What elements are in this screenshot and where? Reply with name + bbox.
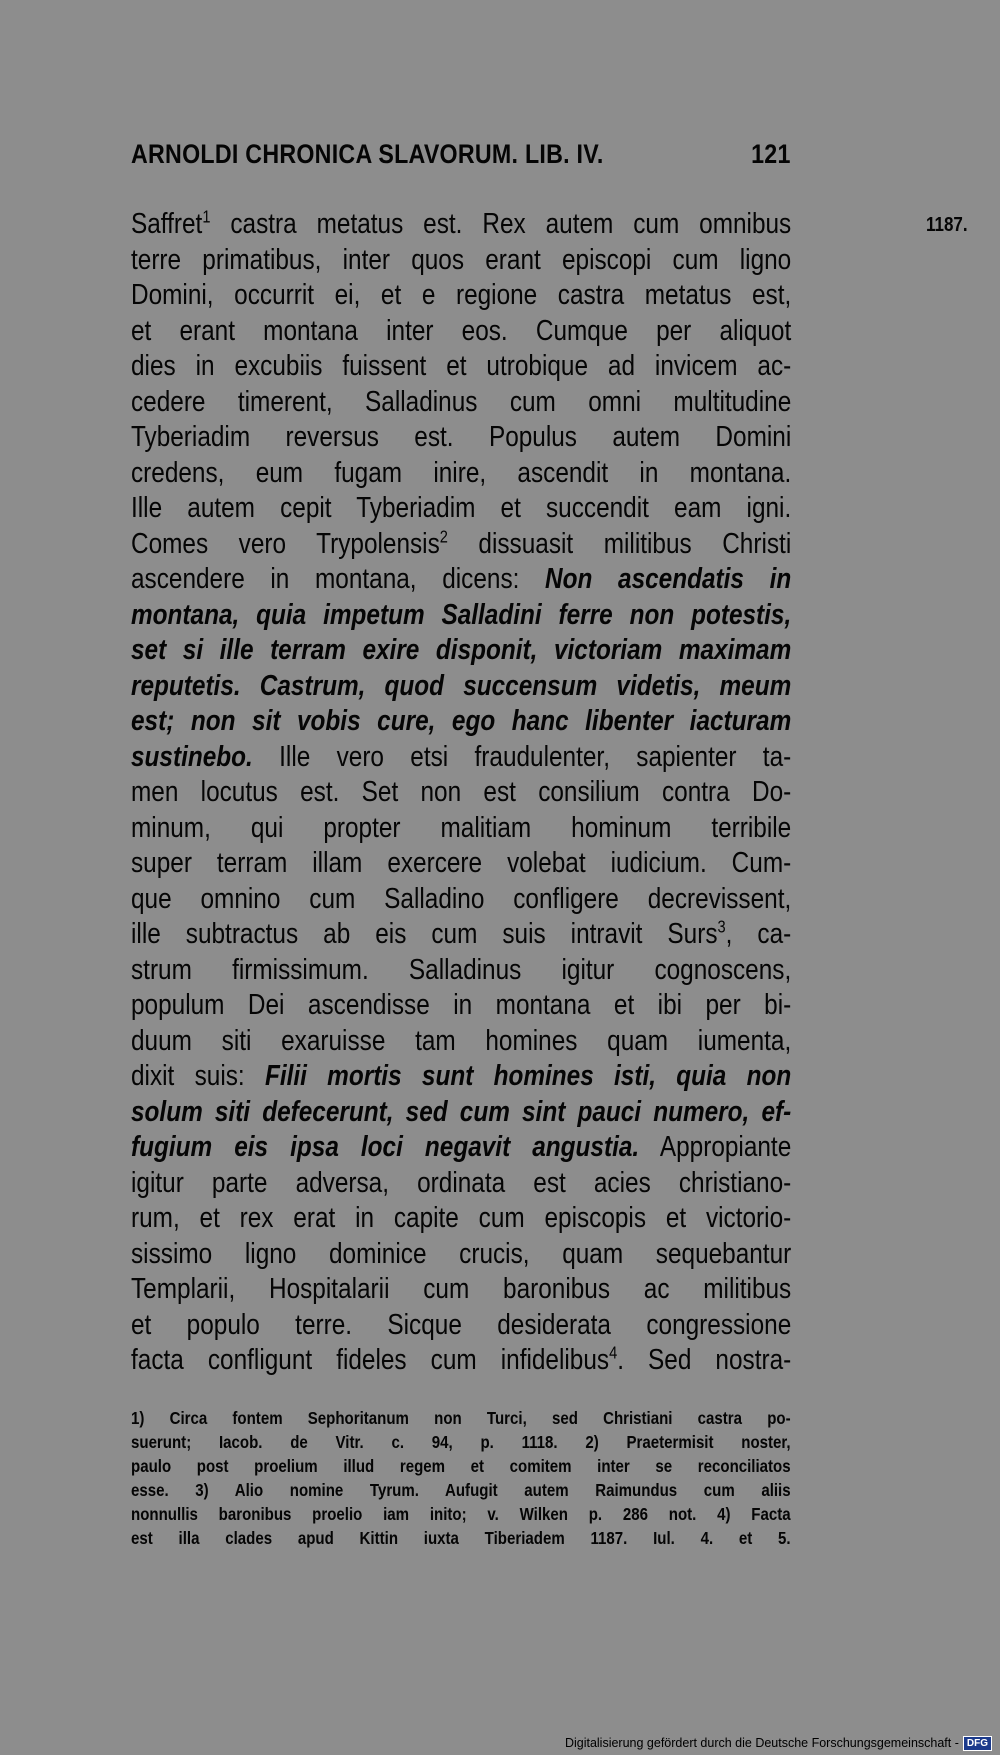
footnote-line: est illa clades apud Kittin iuxta Tiberiadem 1187. Iul. 4. et 5.: [131, 1528, 791, 1548]
text-line: [131, 491, 791, 527]
text-run: strum firmissimum. Salladinus igitur cognoscens,: [131, 953, 792, 986]
text-run: populum Dei ascendisse in montana et ibi per bi-: [131, 989, 792, 1021]
italic-quote: reputetis. Castrum, quod succensum videtis, meum: [131, 669, 792, 702]
text-run: ille subtractus ab eis cum suis intravit Surs: [131, 918, 718, 950]
text-run: cedere timerent, Salladinus cum omni multitudine: [131, 385, 792, 418]
text-line: [131, 243, 791, 279]
text-line: [131, 1308, 791, 1344]
credit-text: Digitalisierung gefördert durch die Deutsche Forschungsgemeinschaft -: [564, 1736, 959, 1750]
text-run: , ca-: [725, 918, 792, 950]
text-run: et erant montana inter eos. Cumque per aliquot: [131, 314, 792, 347]
text-line: [131, 314, 791, 350]
text-line: [131, 846, 791, 882]
footnote-line: 1) Circa fontem Sephoritanum non Turci, sed Christiani castra po-: [131, 1408, 791, 1428]
text-run: Appropiante: [639, 1131, 792, 1163]
text-run: igitur parte adversa, ordinata est acies christiano-: [131, 1166, 792, 1199]
text-run: minum, qui propter malitiam hominum terribile: [131, 811, 792, 844]
text-run: Comes vero Trypolensis: [131, 527, 440, 560]
text-run: dies in excubiis fuissent et utrobique ad invicem ac-: [131, 350, 792, 382]
text-run: Tyberiadim reversus est. Populus autem Domini: [131, 421, 792, 453]
text-line: [131, 1201, 791, 1237]
text-run: Ille autem cepit Tyberiadim et succendit eam igni.: [131, 492, 792, 524]
italic-quote: montana, quia impetum Salladini ferre non potestis,: [131, 598, 792, 631]
footnote-marker: 1: [202, 206, 211, 227]
text-run: dissuasit militibus Christi: [447, 527, 792, 560]
text-run: Domini, occurrit ei, et e regione castra metatus est,: [131, 279, 792, 311]
text-run: men locutus est. Set non est consilium contra Do-: [131, 776, 792, 808]
text-line: [131, 775, 791, 811]
text-run: castra metatus est. Rex autem cum omnibus: [210, 208, 792, 240]
italic-quote: Non ascendatis in: [545, 563, 792, 595]
margin-year-note: 1187.: [926, 214, 968, 236]
text-line: [131, 1272, 791, 1308]
text-run: Templarii, Hospitalarii cum baronibus ac militibus: [131, 1273, 792, 1305]
text-line: [131, 456, 791, 492]
footnote-line: nonnullis baronibus proelio iam inito; v. Wilken p. 286 not. 4) Facta: [131, 1504, 791, 1524]
text-line: [131, 882, 791, 918]
text-run: sissimo ligno dominice crucis, quam sequebantur: [131, 1237, 792, 1270]
italic-quote: set si ille terram exire disponit, victoriam maximam: [131, 634, 792, 666]
page-number: 121: [751, 138, 791, 169]
text-line: [131, 527, 791, 563]
text-line: [131, 669, 791, 705]
text-line: [131, 1095, 791, 1131]
text-line: [131, 207, 791, 243]
text-run: facta confligunt fideles cum infidelibus: [131, 1344, 610, 1376]
text-line: [131, 1059, 791, 1095]
text-line: [131, 278, 791, 314]
text-line: [131, 1130, 791, 1166]
text-run: ascendere in montana, dicens:: [131, 563, 546, 595]
text-run: et populo terre. Sicque desiderata congressione: [131, 1308, 792, 1341]
text-line: [131, 704, 791, 740]
italic-quote: Filii mortis sunt homines isti, quia non: [264, 1060, 792, 1092]
text-line: [131, 1024, 791, 1060]
text-line: [131, 420, 791, 456]
digitization-credit: [565, 1733, 992, 1753]
text-run: Saffret: [131, 208, 203, 240]
running-head: [131, 134, 791, 174]
dfg-logo: DFG: [963, 1736, 992, 1751]
text-run: . Sed nostra-: [617, 1344, 792, 1376]
text-line: [131, 1343, 791, 1379]
text-run: credens, eum fugam inire, ascendit in montana.: [131, 456, 792, 489]
text-line: [131, 349, 791, 385]
footnote-marker: 4: [609, 1342, 618, 1363]
text-line: [131, 385, 791, 421]
footnotes: [131, 1406, 791, 1550]
italic-quote: solum siti defecerunt, sed cum sint pauci numero, ef-: [131, 1095, 792, 1128]
text-run: terre primatibus, inter quos erant episcopi cum ligno: [131, 243, 792, 276]
text-line: [131, 988, 791, 1024]
text-line: [131, 953, 791, 989]
text-line: [131, 562, 791, 598]
running-title: ARNOLDI CHRONICA SLAVORUM. LIB. IV.: [131, 138, 604, 169]
text-run: duum siti exaruisse tam homines quam iumenta,: [131, 1024, 792, 1057]
text-line: [131, 633, 791, 669]
text-line: [131, 917, 791, 953]
italic-quote: sustinebo.: [131, 740, 253, 773]
footnote-marker: 2: [439, 525, 448, 546]
text-run: que omnino cum Salladino confligere decrevissent,: [131, 882, 792, 915]
footnote-marker: 3: [717, 916, 726, 937]
text-run: super terram illam exercere volebat iudicium. Cum-: [131, 847, 792, 879]
text-line: [131, 1237, 791, 1273]
text-run: dixit suis:: [131, 1060, 265, 1092]
text-line: [131, 1166, 791, 1202]
footnote-line: esse. 3) Alio nomine Tyrum. Aufugit autem Raimundus cum aliis: [131, 1480, 791, 1500]
text-run: Ille vero etsi fraudulenter, sapienter ta-: [252, 740, 792, 773]
body-text: [131, 207, 791, 1379]
italic-quote: fugium eis ipsa loci negavit angustia.: [131, 1131, 640, 1163]
text-line: [131, 598, 791, 634]
text-run: rum, et rex erat in capite cum episcopis et victorio-: [131, 1202, 792, 1234]
text-line: [131, 811, 791, 847]
text-line: [131, 740, 791, 776]
footnote-line: paulo post proelium illud regem et comitem inter se reconciliatos: [131, 1456, 791, 1476]
italic-quote: est; non sit vobis cure, ego hanc libenter iacturam: [131, 705, 792, 737]
footnote-line: suerunt; Iacob. de Vitr. c. 94, p. 1118. 2) Praetermisit noster,: [131, 1432, 791, 1452]
